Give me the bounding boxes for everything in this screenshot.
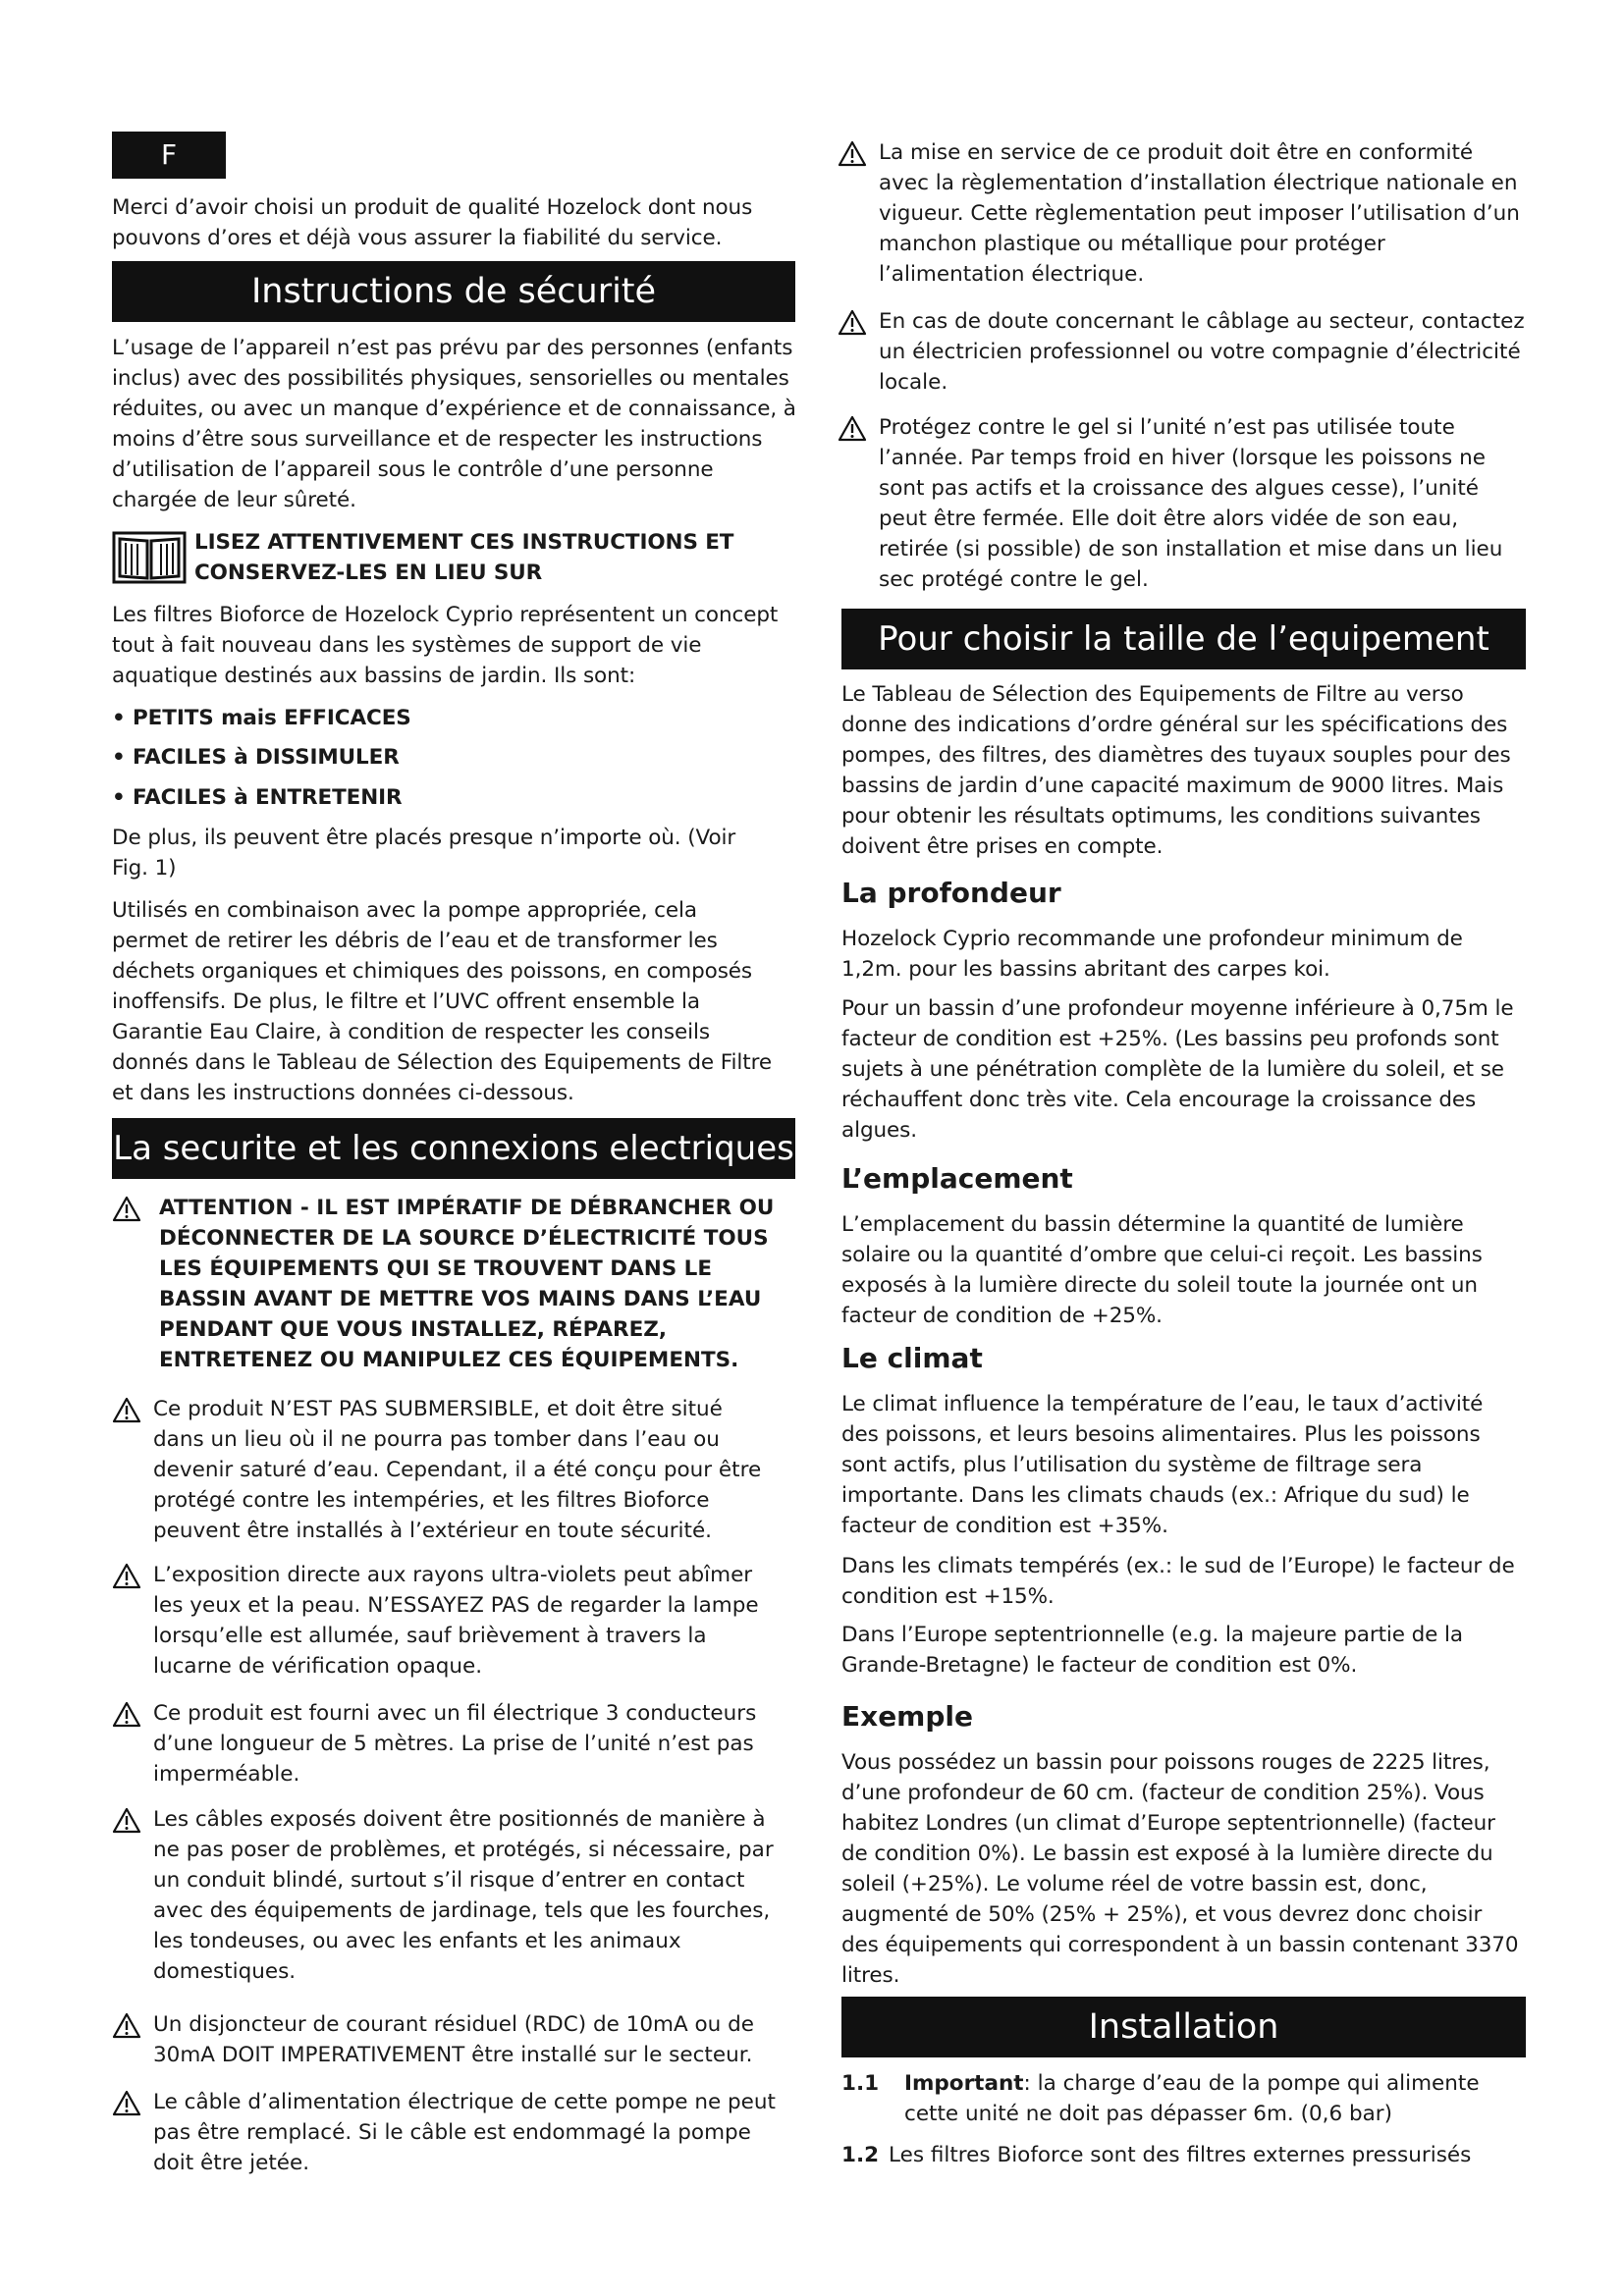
combination-text: Utilisés en combinaison avec la pompe appropriée, cela permet de retirer les débris de l’eau et de transformer les déchets organiques et chimiques des poissons, en composés inoffensifs. De plus, le filtre et l’UVC offrent ensemble la Garantie Eau Claire, à condition de respecter les conseils donnés dans le Tableau de Sélection des Equipements de Filtre et dans les instructions données ci-dessous. xyxy=(112,898,772,1105)
warning-item xyxy=(112,1698,780,1796)
intro-text: Merci d’avoir choisi un produit de qualité Hozelock dont nous pouvons d’ores et déjà vous assurer la fiabilité du service. xyxy=(112,195,753,250)
warning-text: L’exposition directe aux rayons ultra-violets peut abîmer les yeux et la peau. N’ESSAYEZ PAS de regarder la lampe lorsqu’elle est allumée, sauf brièvement à travers la lucarne de vérification opaque. xyxy=(153,1563,759,1679)
warning-icon xyxy=(838,309,867,336)
electrical-heading: La securite et les connexions electriques xyxy=(112,1118,795,1179)
example-text: Vous possédez un bassin pour poissons rouges de 2225 litres, d’une profondeur de 60 cm. (facteur de condition 25%). Vous habitez Londres (un climat d’Europe septentrionnelle) (facteur de condition 0%). Le bassin est exposé à la lumière directe du soleil (+25%). Le volume réel de votre bassin est, donc, augmenté de 50% (25% + 25%), et vous devrez donc choisir des équipements qui correspondent à un bassin contenant 3370 litres. xyxy=(841,1750,1519,1988)
placement-text: De plus, ils peuvent être placés presque n’importe où. (Voir Fig. 1) xyxy=(112,826,736,881)
warning-icon xyxy=(112,1563,141,1589)
bullet-item: • PETITS mais EFFICACES xyxy=(112,706,411,730)
depth-title: La profondeur xyxy=(841,877,1061,909)
warning-text: Protégez contre le gel si l’unité n’est pas utilisée toute l’année. Par temps froid en hiver (lorsque les poissons ne sont pas actifs et la croissance des algues cesse), l’unité peut être fermée. Elle doit être alors vidée de son eau, retirée (si possible) de son installation et mise dans un lieu sec protégé contre le gel. xyxy=(879,415,1503,592)
step-text xyxy=(904,2068,1519,2129)
warning-text: Ce produit N’EST PAS SUBMERSIBLE, et doit être situé dans un lieu où il ne pourra pas tomber dans l’eau ou devenir saturé d’eau. Cependant, il a été conçu pour être protégé contre les intempéries, et les filtres Bioforce peuvent être installés à l’extérieur en toute sécurité. xyxy=(153,1397,762,1543)
warning-icon xyxy=(112,1701,141,1728)
warning-icon xyxy=(112,1807,141,1834)
filters-intro: Les filtres Bioforce de Hozelock Cyprio représentent un concept tout à fait nouveau dans les systèmes de support de vie aquatique destinés aux bassins de jardin. Ils sont: xyxy=(112,603,779,688)
warning-item xyxy=(838,412,1525,599)
warning-item xyxy=(112,1394,780,1543)
attention-text: ATTENTION - IL EST IMPÉRATIF DE DÉBRANCHER OU DÉCONNECTER DE LA SOURCE D’ÉLECTRICITÉ TOUS LES ÉQUIPEMENTS QUI SE TROUVENT DANS LE BASSIN AVANT DE METTRE VOS MAINS DANS L’EAU PENDANT QUE VOUS INSTALLEZ, RÉPAREZ, ENTRETENEZ OU MANIPULEZ CES ÉQUIPEMENTS. xyxy=(159,1196,775,1372)
language-badge: F xyxy=(112,132,226,179)
climate-text-2: Dans les climats tempérés (ex.: le sud de l’Europe) le facteur de condition est +15%. xyxy=(841,1554,1515,1609)
example-title: Exemple xyxy=(841,1700,973,1733)
climate-text-1: Le climat influence la température de l’eau, le taux d’activité des poissons, et leurs besoins alimentaires. Plus les poissons sont actifs, plus l’utilisation du système de filtrage sera importante. Dans les climats chauds (ex.: Afrique du sud) le facteur de condition est +35%. xyxy=(841,1392,1484,1538)
bullet-item: • FACILES à ENTRETENIR xyxy=(112,785,403,810)
step-number: 1.2 xyxy=(841,2143,880,2167)
manual-book-icon xyxy=(112,529,187,586)
step-number: 1.1 xyxy=(841,2071,880,2096)
step-label: Important xyxy=(904,2071,1024,2096)
sizing-heading: Pour choisir la taille de l’equipement xyxy=(841,609,1526,669)
installation-heading: Installation xyxy=(841,1997,1526,2057)
warning-text: Ce produit est fourni avec un fil électrique 3 conducteurs d’une longueur de 5 mètres. La prise de l’unité n’est pas imperméable. xyxy=(153,1701,757,1787)
warning-icon xyxy=(838,140,867,167)
warning-item xyxy=(112,1804,780,1984)
warning-text: En cas de doute concernant le câblage au secteur, contactez un électricien professionnel ou votre compagnie d’électricité locale. xyxy=(879,309,1525,395)
warning-text: Le câble d’alimentation électrique de cette pompe ne peut pas être remplacé. Si le câble est endommagé la pompe doit être jetée. xyxy=(153,2090,776,2175)
sizing-intro: Le Tableau de Sélection des Equipements de Filtre au verso donne des indications d’ordre général sur les spécifications des pompes, des filtres, des diamètres des tuyaux souples pour des bassins de jardin d’une capacité maximum de 9000 litres. Mais pour obtenir les résultats optimums, les conditions suivantes doivent être prises en compte. xyxy=(841,682,1511,859)
warning-item xyxy=(838,306,1525,404)
installation-step xyxy=(841,2140,1519,2173)
warning-text: Un disjoncteur de courant résiduel (RDC) de 10mA ou de 30mA DOIT IMPERATIVEMENT être installé sur le secteur. xyxy=(153,2012,755,2067)
bullet-item: • FACILES à DISSIMULER xyxy=(112,745,400,770)
read-notice: LISEZ ATTENTIVEMENT CES INSTRUCTIONS ET CONSERVEZ-LES EN LIEU SUR xyxy=(194,530,734,585)
warning-item xyxy=(112,2087,780,2185)
attention-warning xyxy=(112,1193,789,1379)
warning-item xyxy=(838,137,1525,294)
warning-icon xyxy=(112,1196,141,1222)
climate-text-3: Dans l’Europe septentrionnelle (e.g. la majeure partie de la Grande-Bretagne) le facteur de condition est 0%. xyxy=(841,1623,1463,1678)
climate-title: Le climat xyxy=(841,1342,983,1374)
warning-icon xyxy=(838,415,867,442)
warning-icon xyxy=(112,2090,141,2116)
warning-item xyxy=(112,1560,780,1687)
depth-text-2: Pour un bassin d’une profondeur moyenne inférieure à 0,75m le facteur de condition est +25%. (Les bassins peu profonds sont sujets à une pénétration complète de la lumière du soleil, et se réchauffent donc très vite. Cela encourage la croissance des algues. xyxy=(841,996,1514,1143)
usage-text: L’usage de l’appareil n’est pas prévu par des personnes (enfants inclus) avec des possibilités physiques, sensorielles ou mentales réduites, ou avec un manque d’expérience et de connaissance, à moins d’être sous surveillance et de respecter les instructions d’utilisation de l’appareil sous le contrôle d’une personne chargée de leur sûreté. xyxy=(112,336,796,512)
warning-icon xyxy=(112,1397,141,1423)
location-text: L’emplacement du bassin détermine la quantité de lumière solaire ou la quantité d’ombre que celui-ci reçoit. Les bassins exposés à la lumière directe du soleil toute la journée ont un facteur de condition de +25%. xyxy=(841,1212,1483,1328)
warning-text: La mise en service de ce produit doit être en conformité avec la règlementation d’installation électrique nationale en vigueur. Cette règlementation peut imposer l’utilisation d’un manchon plastique ou métallique pour protéger l’alimentation électrique. xyxy=(879,140,1520,287)
installation-step xyxy=(841,2068,1519,2133)
step-body: : la charge d’eau de la pompe qui alimente cette unité ne doit pas dépasser 6m. (0,6 bar) xyxy=(904,2071,1480,2126)
safety-heading: Instructions de sécurité xyxy=(112,261,795,322)
warning-item xyxy=(112,2009,789,2072)
depth-text-1: Hozelock Cyprio recommande une profondeur minimum de 1,2m. pour les bassins abritant des carpes koi. xyxy=(841,927,1463,982)
warning-text: Les câbles exposés doivent être positionnés de manière à ne pas poser de problèmes, et protégés, si nécessaire, par un conduit blindé, surtout s’il risque d’entrer en contact avec des équipements de jardinage, tels que les fourches, les tondeuses, ou avec les enfants et les animaux domestiques. xyxy=(153,1807,774,1984)
step-body: Les filtres Bioforce sont des filtres externes pressurisés xyxy=(889,2143,1472,2167)
warning-icon xyxy=(112,2012,141,2039)
location-title: L’emplacement xyxy=(841,1162,1073,1195)
